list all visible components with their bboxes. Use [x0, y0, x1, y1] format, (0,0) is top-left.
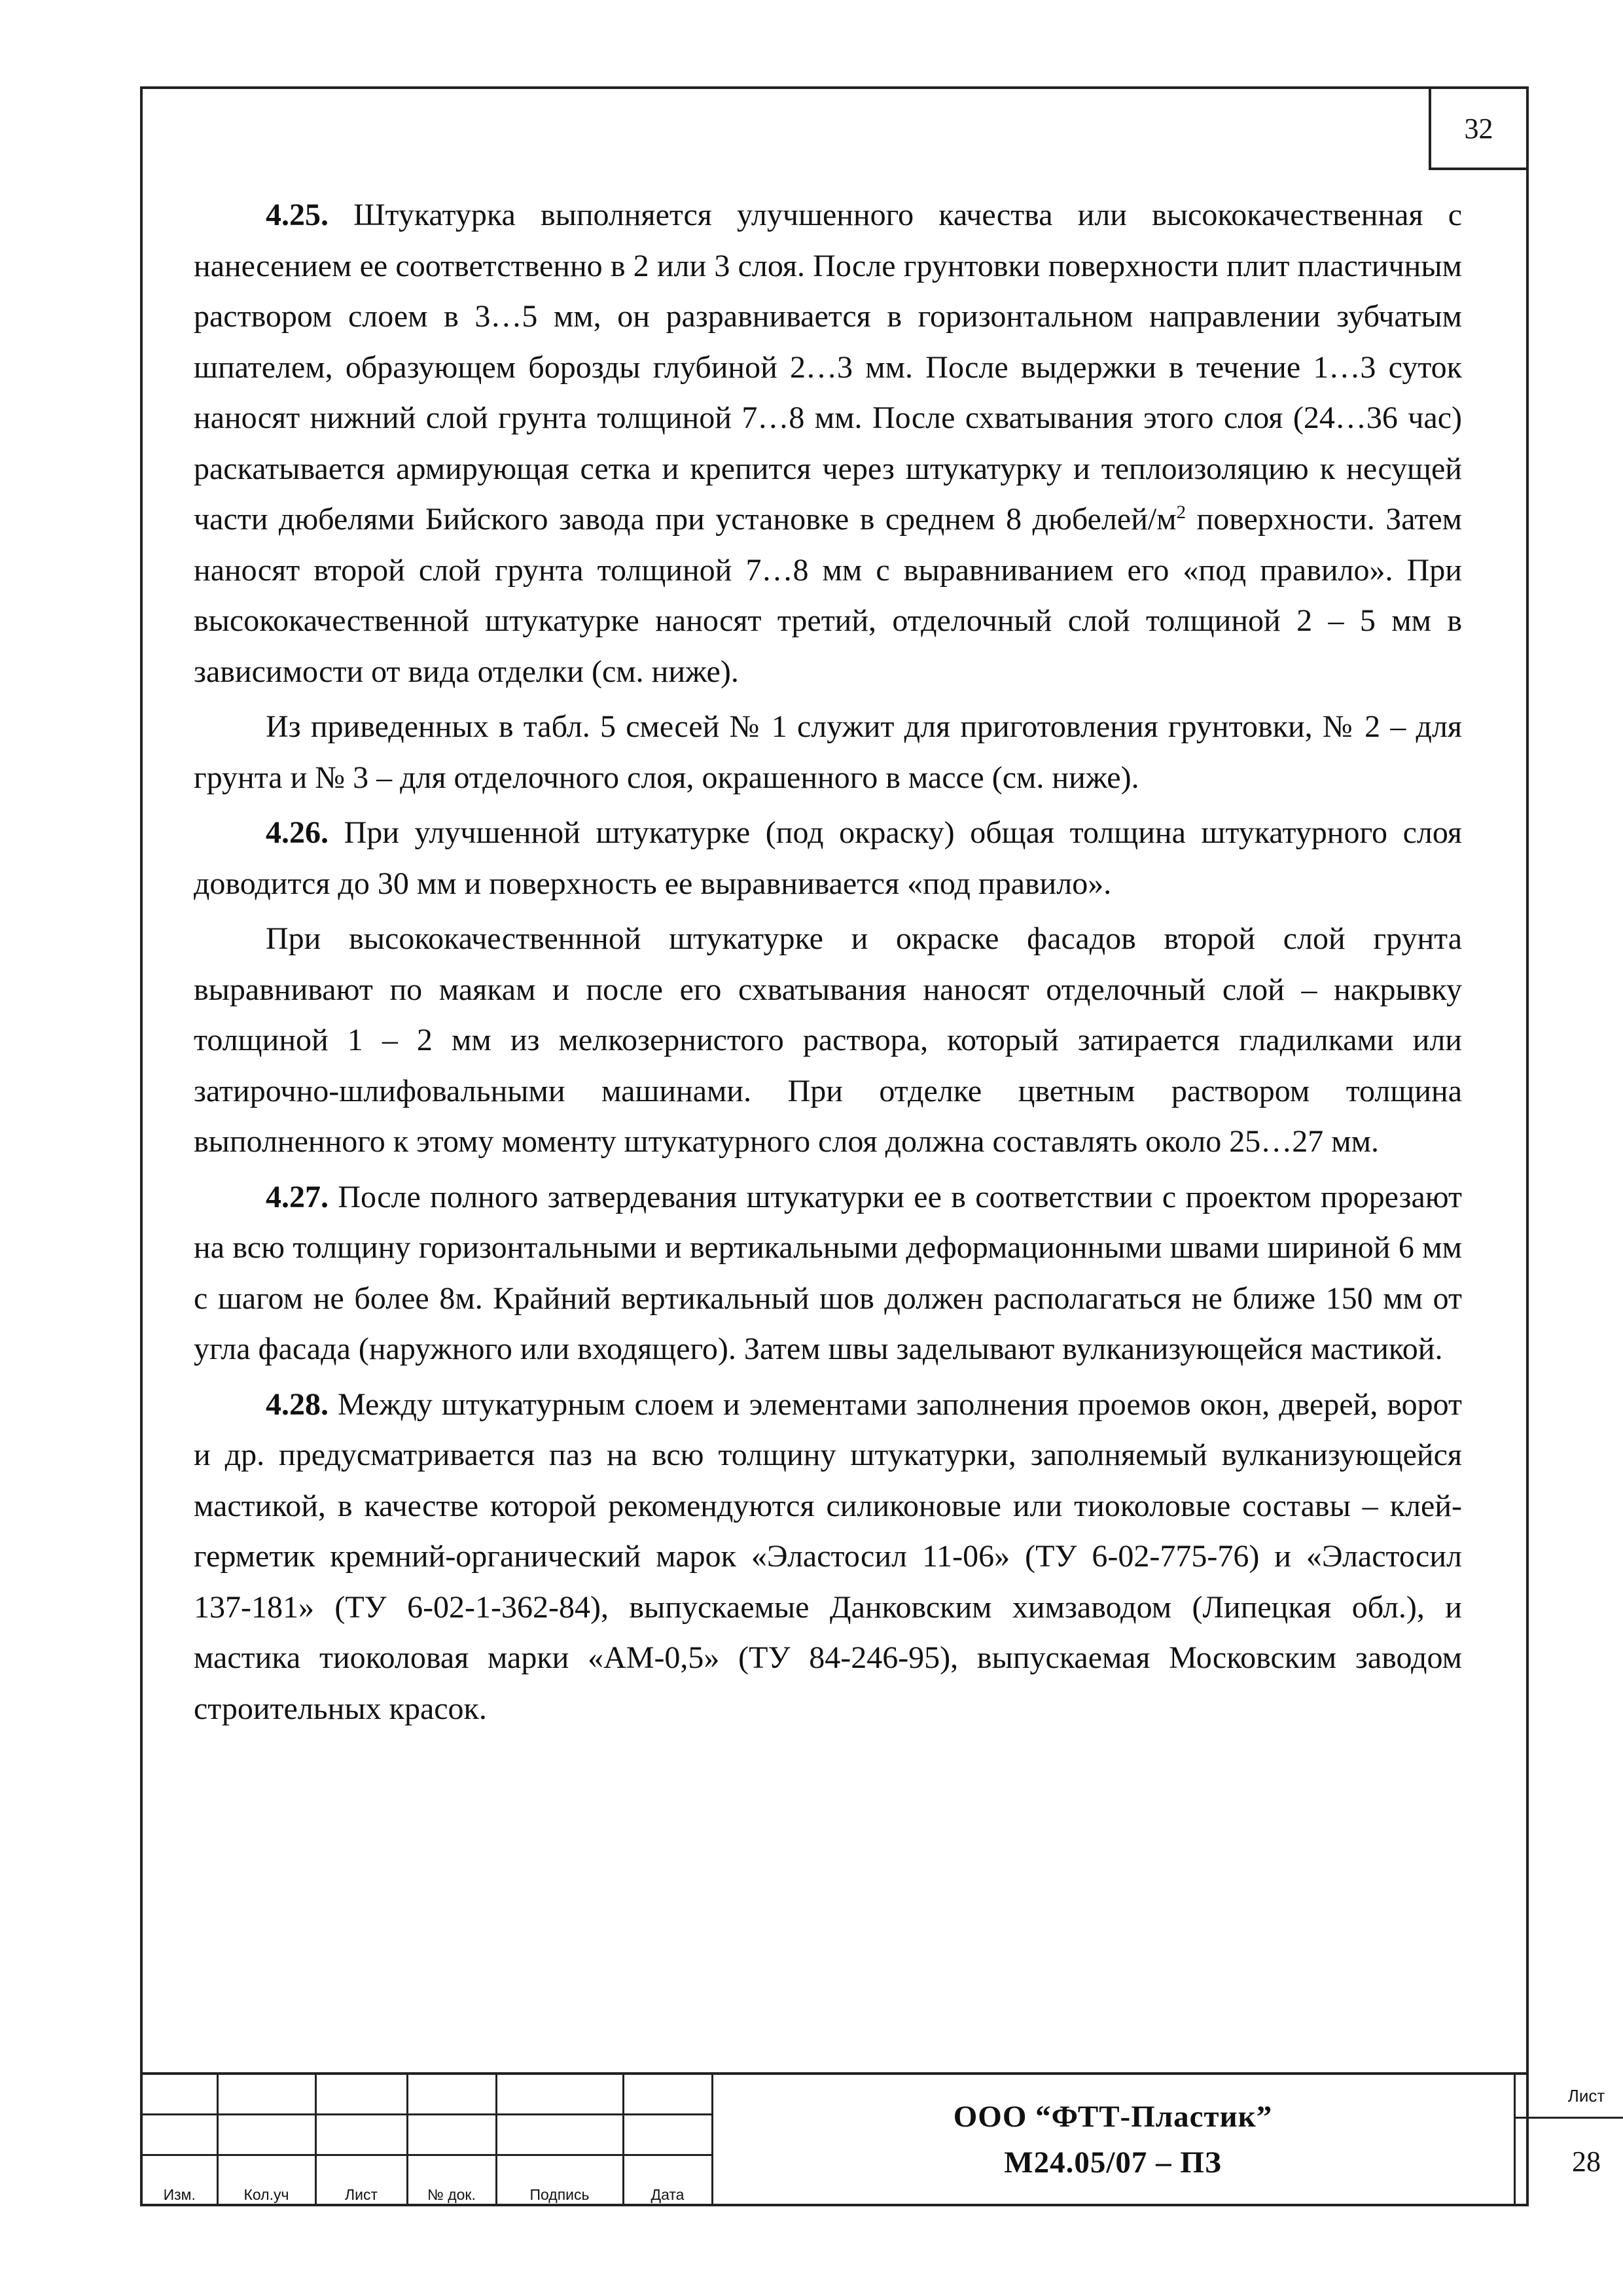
company-name: ООО “ФТТ-Пластик”: [953, 2099, 1273, 2134]
paragraph-text: Штукатурка выполняется улучшенного качества или высококачественная с нанесением ее соответственно в 2 или 3 слоя. После грунтовки поверхности плит пластичным раствором слоем в 3…5 мм, он разравнивается в горизонтальном направлении зубчатым шпателем, образующем борозды глубиной 2…3 мм. После выдержки в течение 1…3 суток наносят нижний слой грунта толщиной 7…8 мм. После схватывания этого слоя (24…36 час) раскатывается армирующая сетка и крепится через штукатурку и теплоизоляцию к несущей части дюбелями Бийского завода при установке в среднем 8 дюбелей/м: [194, 198, 1462, 537]
paragraph-high-quality: [194, 913, 1462, 1167]
page-number: 32: [1429, 89, 1526, 170]
document-code: М24.05/07 – ПЗ: [1004, 2145, 1222, 2180]
cell: [143, 2115, 217, 2155]
paragraph-text: Из приведенных в табл. 5 смесей № 1 служит для приготовления грунтовки, № 2 – для грунта и № 3 – для отделочного слоя, окрашенного в массе (см. ниже).: [194, 709, 1462, 795]
header-change: Изм.: [143, 2155, 217, 2205]
cell: [623, 2115, 712, 2155]
paragraph-4-26: [194, 807, 1462, 909]
title-block: [143, 2072, 1605, 2204]
cell: [143, 2075, 217, 2115]
cell: [315, 2075, 407, 2115]
paragraph-text-tail: поверхности. Затем наносят второй слой грунта толщиной 7…8 мм с выравниванием его «под правило». При высококачественной штукатурке наносят третий, отделочный слой толщиной 2 – 5 мм в зависимости от вида отделки (см. ниже).: [194, 502, 1462, 689]
paragraph-text: Между штукатурным слоем и элементами заполнения проемов окон, дверей, ворот и др. предусматривается паз на всю толщину штукатурки, заполняемый вулканизующейся мастикой, в качестве которой рекомендуются силиконовые или тиоколовые составы – клей-герметик кремний-органический марок «Эластосил 11-06» (ТУ 6-02-775-76) и «Эластосил 137-181» (ТУ 6-02-1-362-84), выпускаемые Данковским химзаводом (Липецкая обл.), и мастика тиоколовая марки «АМ-0,5» (ТУ 84-246-95), выпускаемая Московским заводом строительных красок.: [194, 1386, 1462, 1726]
stamp-title: [712, 2075, 1514, 2204]
paragraph-mixes: [194, 701, 1462, 803]
cell: [496, 2115, 623, 2155]
sheet-cell: [1514, 2075, 1623, 2204]
paragraph-4-28: [194, 1379, 1462, 1735]
superscript: 2: [1176, 502, 1186, 523]
cell: [217, 2075, 315, 2115]
revision-table: [143, 2075, 713, 2206]
paragraph-4-25: [194, 190, 1462, 697]
header-signature: Подпись: [496, 2155, 623, 2205]
header-doc-number: № док.: [407, 2155, 496, 2205]
document-body: [194, 190, 1462, 1739]
header-sheet: Лист: [315, 2155, 407, 2205]
header-date: Дата: [623, 2155, 712, 2205]
sheet-number: 28: [1572, 2145, 1601, 2178]
clause-number: 4.27.: [266, 1179, 329, 1214]
cell: [496, 2075, 623, 2115]
cell: [623, 2075, 712, 2115]
paragraph-text: После полного затвердевания штукатурки ее в соответствии с проектом прорезают на всю толщину горизонтальными и вертикальными деформационными швами шириной 6 мм с шагом не более 8м. Крайний вертикальный шов должен располагаться не ближе 150 мм от угла фасада (наружного или входящего). Затем швы заделывают вулканизующейся мастикой.: [194, 1179, 1462, 1366]
cell: [217, 2115, 315, 2155]
sheet-label: Лист: [1516, 2075, 1623, 2119]
cell: [407, 2115, 496, 2155]
header-count: Кол.уч: [217, 2155, 315, 2205]
paragraph-4-27: [194, 1172, 1462, 1375]
clause-number: 4.26.: [266, 815, 329, 850]
clause-number: 4.25.: [266, 198, 329, 232]
cell: [315, 2115, 407, 2155]
cell: [407, 2075, 496, 2115]
paragraph-text: При улучшенной штукатурке (под окраску) общая толщина штукатурного слоя доводится до 30 мм и поверхность ее выравнивается «под правило».: [194, 815, 1462, 901]
clause-number: 4.28.: [266, 1386, 329, 1422]
paragraph-text: При высококачественнной штукатурке и окраске фасадов второй слой грунта выравнивают по маякам и после его схватывания наносят отделочный слой – накрывку толщиной 1 – 2 мм из мелкозернистого раствора, который затирается гладилками или затирочно-шлифовальными машинами. При отделке цветным раствором толщина выполненного к этому моменту штукатурного слоя должна составлять около 25…27 мм.: [194, 921, 1462, 1159]
